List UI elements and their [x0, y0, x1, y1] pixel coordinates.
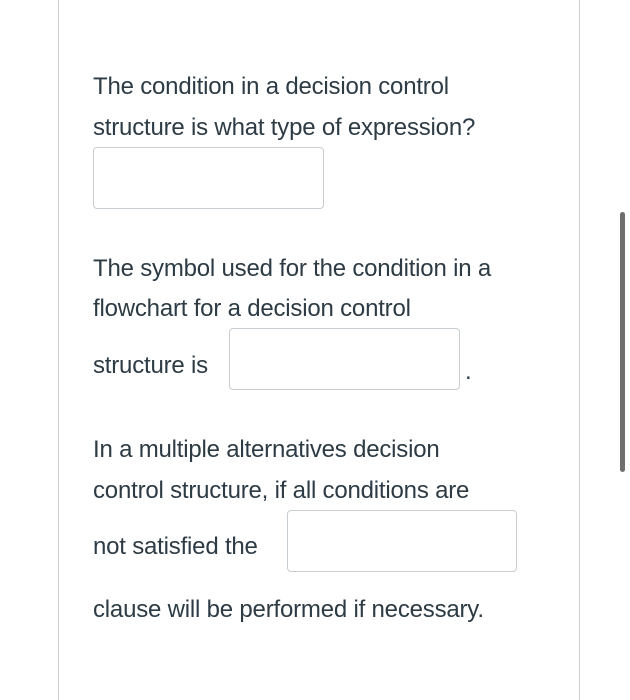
question-text: structure is what type of expression?	[93, 114, 476, 141]
question-text: The condition in a decision control	[93, 73, 449, 100]
answer-input-3[interactable]	[287, 510, 517, 572]
question-text: control structure, if all conditions are	[93, 477, 470, 504]
question-text: clause will be performed if necessary.	[93, 596, 484, 623]
answer-input-1[interactable]	[93, 147, 324, 209]
question-text: In a multiple alternatives decision	[93, 436, 440, 463]
question-text: The symbol used for the condition in a	[93, 255, 491, 282]
question-text: structure is	[93, 352, 208, 379]
sentence-period: .	[465, 358, 472, 385]
question-text: flowchart for a decision control	[93, 295, 411, 322]
scrollbar-thumb[interactable]	[620, 212, 625, 472]
question-text: not satisfied the	[93, 533, 258, 560]
answer-input-2[interactable]	[229, 328, 460, 390]
